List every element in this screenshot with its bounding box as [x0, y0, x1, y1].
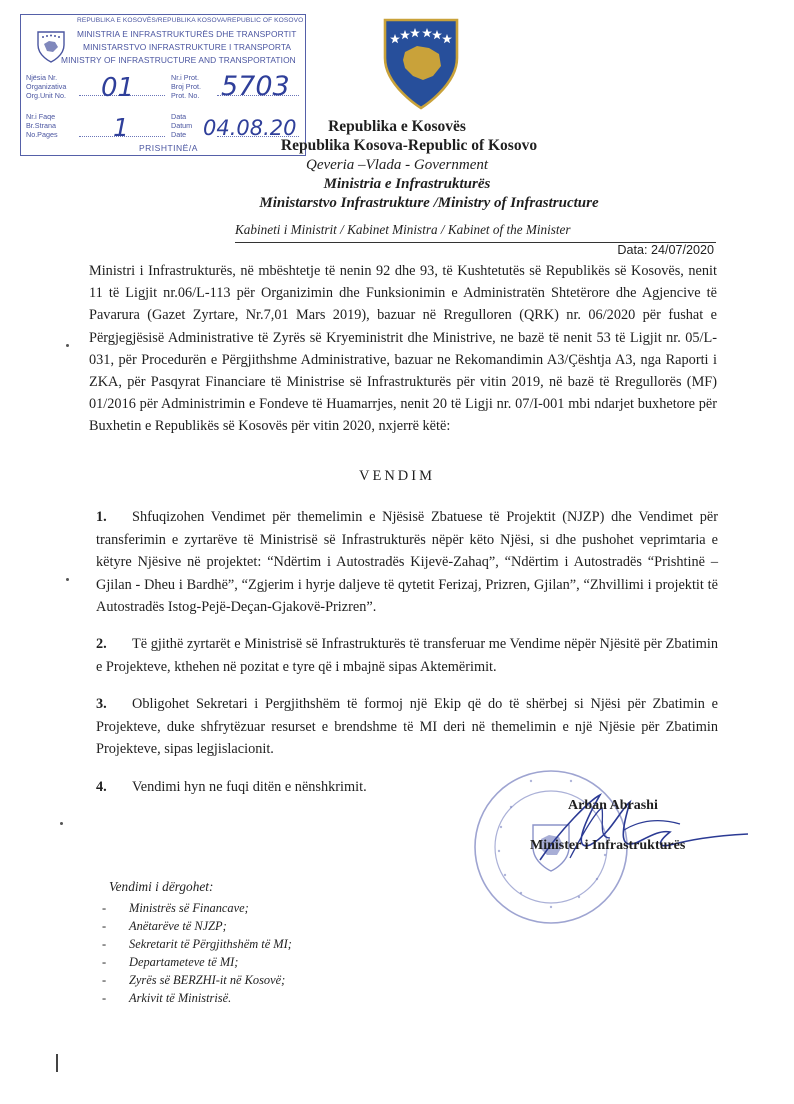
stamp-city: PRISHTINË/A: [139, 143, 198, 153]
list-item: - Anëtarëve të NJZP;: [102, 919, 227, 933]
stamp-unit-number: 01: [101, 73, 135, 103]
coat-of-arms-icon: [383, 18, 459, 110]
stamp-header-line-1: REPUBLIKA E KOSOVËS/REPUBLIKA KOSOVA/REPUBLIC OF KOSOVO: [77, 17, 304, 24]
stamp-label-date-2: Datum: [171, 121, 193, 130]
header-republic: Republika e Kosovës: [328, 118, 466, 135]
item-number: 4.: [96, 779, 107, 795]
decision-item-3: [96, 693, 718, 761]
stamp-label-date-3: Date: [171, 130, 187, 139]
scan-speck: [66, 578, 69, 581]
item-number: 2.: [96, 636, 107, 652]
stamp-label-pages-2: Br.Strana: [26, 121, 56, 130]
item-text: Shfuqizohen Vendimet për themelimin e Njësisë Zbatuese të Projektit (NJZP) dhe Vendimet për transferimin e zyrtarëve të Ministrisë së Infrastrukturës nëpër këto Njësi, si dhe pushohet veprimtaria e këtyre Njësive në projektet: “Ndërtim i Autostradës Kijevë-Zahaq”, “Ndërtim i Autostradës “Prishtinë – Gjilan - Dheu i Bardhë”, “Zgjerim i hyrje daljeve të qytetit Ferizaj, Prizren, Gjilan”, “Zhvillimi i projektit të Autostradës Istog-Pejë-Deçan-Gjakovë-Prizren”.: [96, 509, 718, 616]
cabinet-line: Kabineti i Ministrit / Kabinet Ministra / Kabinet of the Minister: [235, 222, 571, 237]
stamp-label-pages-1: Nr.i Faqe: [26, 112, 56, 121]
stamp-header-line-4: MINISTRY OF INFRASTRUCTURE AND TRANSPORTATION: [61, 55, 296, 65]
item-number: 1.: [96, 509, 107, 525]
decision-title: VENDIM: [359, 468, 435, 484]
stamp-label-unit-1: Njësia Nr.: [26, 73, 58, 82]
stamp-date: 04.08.20: [203, 116, 297, 140]
stamp-label-prot-3: Prot. No.: [171, 91, 200, 100]
list-item: - Departameteve të MI;: [102, 955, 239, 969]
stamp-label-pages-3: No.Pages: [26, 130, 58, 139]
stamp-protocol-number: 5703: [221, 71, 290, 102]
signatory-name: Arban Abrashi: [568, 798, 658, 813]
distribution-list: [102, 899, 292, 1007]
decision-item-2: [96, 633, 718, 678]
stamp-header-line-3: MINISTARSTVO INFRASTRUKTURE I TRANSPORTA: [83, 42, 292, 52]
stamp-label-prot-1: Nr.i Prot.: [171, 73, 199, 82]
stamp-header-line-2: MINISTRIA E INFRASTRUKTURËS DHE TRANSPORTIT: [77, 29, 297, 39]
scan-speck: [60, 822, 63, 825]
item-text: Vendimi hyn ne fuqi ditën e nënshkrimit.: [132, 779, 367, 795]
preamble-paragraph: Ministri i Infrastrukturës, në mbështetje të nenin 92 dhe 93, të Kushtetutës së Republikës së Kosovës, nenit 11 të Ligjit nr.06/L-113 për Organizimin dhe Funksionimin e Administratën Shtetërore dhe Agjencive të Pavarura (Gazet Zyrtare, Nr.7,01 Mars 2019), bazuar në Rregulloren (QRK) nr. 06/2020 për fushat e Përgjegjësisë Administrative të Zyrës së Kryeministrit dhe Ministrive, ne bazë të nenit 53 të Ligjit nr. 05/L-031, për Procedurën e Përgjithshme Administrative, bazuar ne Rekomandimin A3/Çështja A3, nga Raporti i ZKA, për Pasqyrat Financiare të Ministrise së Infrastrukturës për vitin 2019, në bazë të Rregullorës (MF) 01/2016 për Administrimin e Fondeve të Huamarrjes, nenit 20 të Ligji nr. 07/I-001 mbi ndarjet buxhetore për Buxhetin e Republikës së Kosovës për vitin 2020, nxjerrë këtë:: [89, 263, 717, 435]
stamp-label-prot-2: Broj Prot.: [171, 82, 201, 91]
stamp-label-unit-3: Org.Unit No.: [26, 91, 66, 100]
distribution-title: Vendimi i dërgohet:: [109, 879, 214, 894]
decision-item-1: [96, 506, 718, 619]
item-text: Të gjithë zyrtarët e Ministrisë së Infrastrukturës të transferuar me Vendime nëpër Njësitë për Zbatimin e Projekteve, kthehen në pozitat e tyre që i mbajnë sipas Aktemërimit.: [96, 636, 718, 675]
header-government: Qeveria –Vlada - Government: [305, 157, 489, 173]
document-date: Data: 24/07/2020: [617, 243, 714, 257]
header-ministry-trilingual: Ministarstvo Infrastrukture /Ministry of Infrastructure: [259, 195, 599, 211]
scan-mark: [56, 1054, 58, 1072]
stamp-label-unit-2: Organizativa: [26, 82, 67, 91]
list-item: - Ministrës së Financave;: [102, 901, 249, 915]
list-item: - Arkivit të Ministrisë.: [102, 991, 232, 1005]
stamp-page-count: 1: [113, 113, 129, 142]
stamp-label-date-1: Data: [171, 112, 187, 121]
scan-speck: [66, 344, 69, 347]
header-ministry: Ministria e Infrastrukturës: [323, 176, 491, 192]
item-text: Obligohet Sekretari i Pergjithshëm të formoj një Ekip që do të shërbej si Njësi për Zbatimin e Projekteve, duke shfrytëzuar resurset e brendshme të MI deri në themelimin e një Njësie për Zbatimin Projekteve, sipas legjislacionit.: [96, 696, 718, 758]
list-item: - Sekretarit të Përgjithshëm të MI;: [102, 937, 292, 951]
header-republic-trilingual: Republika Kosova-Republic of Kosovo: [280, 137, 538, 154]
item-number: 3.: [96, 696, 107, 712]
list-item: - Zyrës së BERZHI-it në Kosovë;: [102, 973, 286, 987]
signatory-title: Minister i Infrastrukturës: [530, 838, 686, 853]
